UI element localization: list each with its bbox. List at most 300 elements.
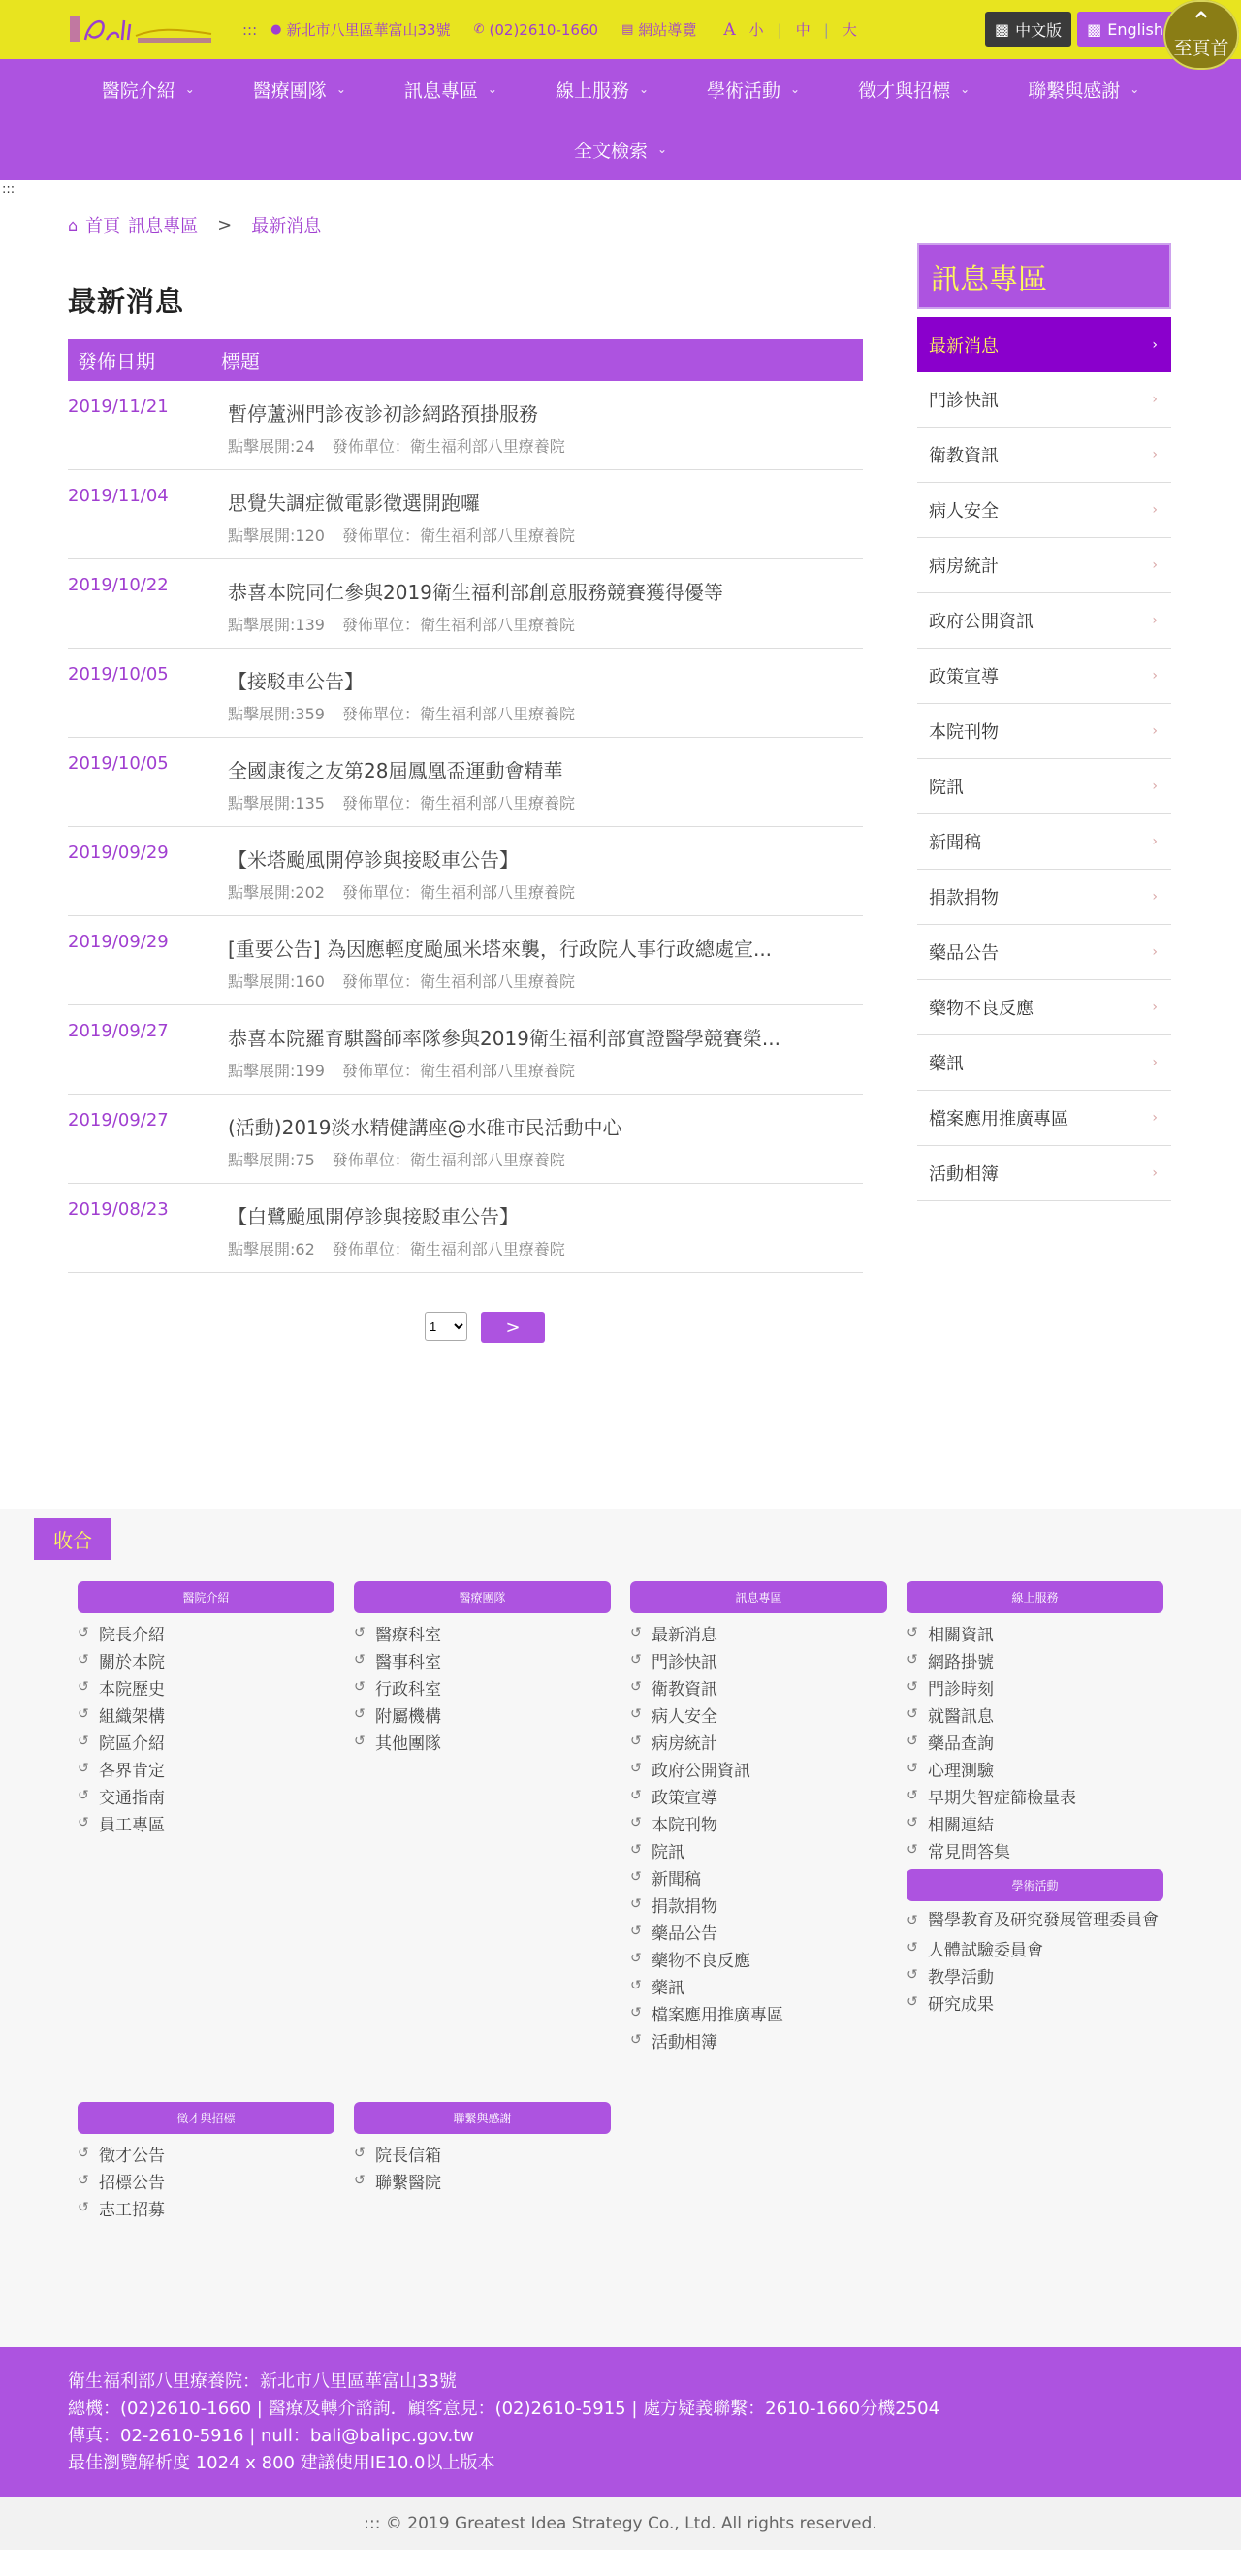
phone-link[interactable] bbox=[474, 21, 598, 39]
news-title-link[interactable]: 【米塔颱風開停診與接駁車公告】 bbox=[228, 848, 519, 872]
link-icon: ↺ bbox=[354, 1733, 366, 1749]
link-icon: ↺ bbox=[78, 1733, 89, 1749]
link-icon: ↺ bbox=[907, 1652, 918, 1668]
sitemap-link[interactable] bbox=[907, 1646, 1163, 1673]
column-header-date: 發佈日期 bbox=[78, 350, 155, 373]
sidebar-item-label: 本院刊物 bbox=[929, 722, 999, 743]
link-icon: ↺ bbox=[78, 1788, 89, 1803]
chevron-right-icon: › bbox=[1152, 336, 1158, 353]
news-meta bbox=[228, 970, 863, 992]
link-icon: ↺ bbox=[630, 1896, 642, 1912]
sitemap-link-label: 病房統計 bbox=[652, 1733, 717, 1754]
footer-phones: 總機：(02)2610-1660 | 醫療及轉介諮詢．顧客意見：(02)2610-5915 | 處方疑義聯繫：2610-1660分機2504 bbox=[68, 2399, 940, 2419]
sitemap-column bbox=[907, 1581, 1163, 2016]
sitemap-link[interactable] bbox=[354, 2167, 611, 2194]
unit-name: 衛生福利部八里療養院 bbox=[409, 1240, 565, 1258]
sitemap-link[interactable] bbox=[907, 1836, 1163, 1863]
news-title-link[interactable]: [重要公告] 為因應輕度颱風米塔來襲，行政院人事行政總處宣... bbox=[228, 938, 773, 961]
sitemap-heading[interactable]: 聯繫與感謝 bbox=[354, 2102, 611, 2134]
news-title-link[interactable]: (活動)2019淡水精健講座@水碓市民活動中心 bbox=[228, 1116, 622, 1139]
accesskey-marker[interactable]: ::: bbox=[242, 20, 258, 39]
unit-name: 衛生福利部八里療養院 bbox=[409, 437, 565, 456]
sitemap-link-label: 本院刊物 bbox=[652, 1815, 717, 1835]
unit-name: 衛生福利部八里療養院 bbox=[419, 616, 575, 634]
sitemap-link-label: 行政科室 bbox=[375, 1679, 441, 1700]
sitemap-link[interactable] bbox=[630, 2026, 887, 2053]
nav-label: 醫院介紹 bbox=[101, 80, 175, 102]
sitemap-link-label: 聯繫醫院 bbox=[375, 2173, 441, 2193]
sitemap-link[interactable] bbox=[630, 1728, 887, 1755]
sidebar-item-label: 捐款捐物 bbox=[929, 888, 999, 908]
table-row bbox=[68, 916, 863, 1005]
link-icon: ↺ bbox=[354, 2146, 366, 2161]
sitemap-link-label: 各界肯定 bbox=[99, 1761, 165, 1781]
sitemap-link[interactable] bbox=[630, 1863, 887, 1891]
sidebar-item-label: 藥物不良反應 bbox=[929, 999, 1034, 1019]
sitemap-link[interactable] bbox=[78, 1619, 334, 1646]
sitemap-link-label: 政府公開資訊 bbox=[652, 1761, 750, 1781]
sidebar-item[interactable] bbox=[917, 428, 1171, 483]
link-icon: ↺ bbox=[354, 1652, 366, 1668]
news-title-link[interactable]: 恭喜本院羅育騏醫師率隊參與2019衛生福利部實證醫學競賽榮... bbox=[228, 1027, 780, 1050]
sidebar-item[interactable] bbox=[917, 1035, 1171, 1091]
breadcrumb-section[interactable]: 訊息專區 bbox=[128, 216, 199, 237]
divider: | bbox=[777, 20, 782, 39]
link-icon: ↺ bbox=[78, 2146, 89, 2161]
sidebar-item[interactable] bbox=[917, 317, 1171, 372]
lang-english-button[interactable] bbox=[1077, 12, 1173, 47]
sitemap-link-label: 政策宣導 bbox=[652, 1788, 717, 1808]
views-label: 點擊展開: bbox=[228, 705, 296, 723]
sitemap-link[interactable] bbox=[630, 1891, 887, 1918]
pagination bbox=[107, 1312, 863, 1343]
news-date: 2019/10/05 bbox=[68, 664, 169, 684]
sitemap-link[interactable] bbox=[630, 1999, 887, 2026]
sitemap-link[interactable] bbox=[354, 1619, 611, 1646]
link-icon: ↺ bbox=[354, 2173, 366, 2188]
sidebar-item-label: 政府公開資訊 bbox=[929, 612, 1034, 632]
sitemap-link[interactable] bbox=[907, 1907, 1163, 1934]
news-meta bbox=[228, 434, 863, 457]
footer-sitemap bbox=[0, 1509, 1241, 2347]
news-date: 2019/09/27 bbox=[68, 1110, 169, 1130]
news-meta bbox=[228, 1059, 863, 1081]
nav-item-recruitment[interactable] bbox=[829, 77, 999, 103]
sitemap-link[interactable] bbox=[78, 1728, 334, 1755]
sidebar-item[interactable] bbox=[917, 649, 1171, 704]
collapse-sitemap-button[interactable]: 收合 bbox=[34, 1518, 111, 1560]
sitemap-link[interactable] bbox=[354, 2140, 611, 2167]
sitemap-column bbox=[78, 2102, 334, 2221]
chevron-right-icon: › bbox=[1152, 392, 1158, 407]
link-icon: ↺ bbox=[630, 1978, 642, 1993]
sidebar-item[interactable] bbox=[917, 980, 1171, 1035]
news-title-link[interactable]: 全國康復之友第28屆鳳凰盃運動會精華 bbox=[228, 759, 563, 782]
chevron-down-icon: ⌄ bbox=[960, 82, 971, 96]
chevron-right-icon: › bbox=[1152, 557, 1158, 573]
news-info bbox=[228, 1197, 863, 1272]
main-navigation bbox=[0, 59, 1241, 180]
sitemap-link[interactable] bbox=[907, 1701, 1163, 1728]
link-icon: ↺ bbox=[907, 1913, 918, 1928]
sitemap-link-label: 相關資訊 bbox=[928, 1625, 994, 1645]
views-count: 199 bbox=[295, 1062, 325, 1080]
link-icon: ↺ bbox=[630, 1951, 642, 1966]
link-icon: ↺ bbox=[907, 1706, 918, 1722]
breadcrumb bbox=[68, 210, 863, 239]
phone-text: (02)2610-1660 bbox=[489, 20, 599, 39]
views-count: 202 bbox=[295, 883, 325, 902]
address-link[interactable] bbox=[270, 19, 450, 40]
link-icon: ↺ bbox=[78, 1761, 89, 1776]
nav-item-hospital-intro[interactable] bbox=[73, 77, 224, 103]
sidebar-item[interactable] bbox=[917, 538, 1171, 593]
top-bar bbox=[0, 0, 1241, 59]
link-icon: ↺ bbox=[78, 1815, 89, 1830]
sidebar-item[interactable] bbox=[917, 870, 1171, 925]
sidebar-item-label: 藥品公告 bbox=[929, 943, 999, 964]
table-row bbox=[68, 738, 863, 827]
sitemap-link[interactable] bbox=[630, 1918, 887, 1945]
news-date: 2019/09/29 bbox=[68, 932, 169, 952]
sidebar-menu bbox=[917, 317, 1171, 1201]
link-icon: ↺ bbox=[630, 1652, 642, 1668]
unit-label: 發佈單位： bbox=[332, 437, 410, 456]
views-label: 點擊展開: bbox=[228, 1062, 296, 1080]
sitemap-link[interactable] bbox=[630, 1619, 887, 1646]
unit-name: 衛生福利部八里療養院 bbox=[419, 972, 575, 991]
link-icon: ↺ bbox=[907, 1842, 918, 1858]
sidebar-item[interactable] bbox=[917, 483, 1171, 538]
sitemap-link-label: 心理測驗 bbox=[928, 1761, 994, 1781]
sitemap-column bbox=[354, 1581, 611, 1755]
sitemap-link[interactable] bbox=[907, 1673, 1163, 1701]
content-accesskey-marker[interactable]: ::: bbox=[2, 182, 16, 197]
sitemap-link[interactable] bbox=[78, 2194, 334, 2221]
sitemap-link-label: 招標公告 bbox=[99, 2173, 165, 2193]
sitemap-link[interactable] bbox=[621, 19, 696, 40]
sidebar-item[interactable] bbox=[917, 593, 1171, 649]
sitemap-link[interactable] bbox=[907, 1619, 1163, 1646]
link-icon: ↺ bbox=[630, 1733, 642, 1749]
sitemap-link[interactable] bbox=[907, 1728, 1163, 1755]
sitemap-link[interactable] bbox=[907, 1755, 1163, 1782]
sidebar-item[interactable] bbox=[917, 704, 1171, 759]
link-icon: ↺ bbox=[630, 2032, 642, 2048]
unit-name: 衛生福利部八里療養院 bbox=[419, 1062, 575, 1080]
chevron-right-icon: › bbox=[1152, 613, 1158, 628]
chevron-up-icon: ⌃ bbox=[1190, 5, 1213, 38]
sidebar-item[interactable] bbox=[917, 759, 1171, 814]
breadcrumb-separator: > bbox=[217, 214, 233, 236]
sitemap-heading[interactable]: 醫院介紹 bbox=[78, 1581, 334, 1613]
views-count: 75 bbox=[295, 1151, 315, 1169]
views-label: 點擊展開: bbox=[228, 972, 296, 991]
next-page-button[interactable]: > bbox=[481, 1312, 545, 1343]
sitemap-link-label: 藥品公告 bbox=[652, 1924, 717, 1944]
sidebar-item-label: 院訊 bbox=[929, 778, 964, 798]
sitemap-grid bbox=[0, 1560, 1241, 2270]
link-icon: ↺ bbox=[78, 1625, 89, 1640]
sidebar-title: 訊息專區 bbox=[917, 243, 1171, 309]
sitemap-link[interactable] bbox=[78, 1809, 334, 1836]
link-icon: ↺ bbox=[630, 1788, 642, 1803]
news-meta bbox=[228, 880, 863, 903]
table-row bbox=[68, 1095, 863, 1184]
sidebar-item[interactable] bbox=[917, 1091, 1171, 1146]
news-meta bbox=[228, 1148, 863, 1170]
chevron-right-icon: › bbox=[1152, 668, 1158, 684]
unit-name: 衛生福利部八里療養院 bbox=[419, 705, 575, 723]
sitemap-link-label: 交通指南 bbox=[99, 1788, 165, 1808]
table-header bbox=[68, 339, 863, 381]
link-icon: ↺ bbox=[630, 1842, 642, 1858]
sitemap-link-label: 關於本院 bbox=[99, 1652, 165, 1672]
sitemap-link[interactable] bbox=[78, 2140, 334, 2167]
nav-item-contact[interactable] bbox=[999, 77, 1168, 103]
views-count: 135 bbox=[295, 794, 325, 812]
sitemap-column bbox=[630, 1581, 887, 2053]
sitemap-link-label: 門診快訊 bbox=[652, 1652, 717, 1672]
link-icon: ↺ bbox=[630, 1761, 642, 1776]
sitemap-link-label: 其他團隊 bbox=[375, 1733, 441, 1754]
sitemap-link[interactable] bbox=[78, 1755, 334, 1782]
unit-label: 發佈單位： bbox=[332, 1151, 410, 1169]
document-icon: ▩ bbox=[994, 19, 1010, 39]
sitemap-link[interactable] bbox=[78, 1646, 334, 1673]
sitemap-link[interactable] bbox=[78, 2167, 334, 2194]
news-date: 2019/11/04 bbox=[68, 486, 169, 506]
sitemap-link[interactable] bbox=[630, 1782, 887, 1809]
sitemap-link[interactable] bbox=[354, 1646, 611, 1673]
sitemap-link-label: 院長介紹 bbox=[99, 1625, 165, 1645]
chevron-right-icon: › bbox=[1152, 1165, 1158, 1181]
sitemap-link[interactable] bbox=[630, 1646, 887, 1673]
views-count: 62 bbox=[295, 1240, 315, 1258]
sidebar-item-label: 檔案應用推廣專區 bbox=[929, 1109, 1068, 1129]
views-label: 點擊展開: bbox=[228, 526, 296, 545]
sitemap-link[interactable] bbox=[630, 1836, 887, 1863]
sidebar-item-label: 最新消息 bbox=[929, 335, 999, 357]
link-icon: ↺ bbox=[907, 1967, 918, 1983]
views-count: 160 bbox=[295, 972, 325, 991]
lang-chinese-label: 中文版 bbox=[1015, 20, 1063, 40]
table-row bbox=[68, 1184, 863, 1273]
sidebar-item-label: 衛教資訊 bbox=[929, 446, 999, 466]
sitemap-heading[interactable]: 徵才與招標 bbox=[78, 2102, 334, 2134]
footer-browser-note: 最佳瀏覽解析度 1024 x 800 建議使用IE10.0以上版本 bbox=[68, 2453, 495, 2473]
news-date: 2019/09/29 bbox=[68, 843, 169, 863]
sitemap-link[interactable] bbox=[907, 1809, 1163, 1836]
unit-name: 衛生福利部八里療養院 bbox=[419, 883, 575, 902]
sitemap-link-label: 相關連結 bbox=[928, 1815, 994, 1835]
sitemap-text: 網站導覽 bbox=[638, 21, 697, 39]
sidebar-item[interactable] bbox=[917, 814, 1171, 870]
sitemap-link-label: 醫療科室 bbox=[375, 1625, 441, 1645]
unit-label: 發佈單位： bbox=[341, 526, 420, 545]
page-select[interactable] bbox=[425, 1312, 467, 1341]
nav-label: 全文檢索 bbox=[573, 140, 648, 162]
sitemap-link[interactable] bbox=[907, 1782, 1163, 1809]
sitemap-link-label: 新聞稿 bbox=[652, 1869, 701, 1890]
sitemap-link-label: 藥訊 bbox=[652, 1978, 684, 1998]
news-info bbox=[228, 573, 863, 648]
news-title-link[interactable]: 恭喜本院同仁參與2019衛生福利部創意服務競賽獲得優等 bbox=[228, 581, 723, 604]
news-info bbox=[228, 484, 863, 558]
divider: | bbox=[823, 20, 829, 39]
news-meta bbox=[228, 524, 863, 546]
unit-label: 發佈單位： bbox=[341, 705, 420, 723]
views-label: 點擊展開: bbox=[228, 437, 296, 456]
sitemap-link-label: 捐款捐物 bbox=[652, 1896, 717, 1917]
nav-item-news[interactable] bbox=[375, 77, 526, 103]
unit-label: 發佈單位： bbox=[341, 972, 420, 991]
font-small-button[interactable]: 小 bbox=[748, 21, 764, 39]
news-list bbox=[68, 381, 863, 1273]
news-info bbox=[228, 1108, 863, 1183]
map-pin-icon: ● bbox=[270, 22, 282, 37]
sitemap-link[interactable] bbox=[630, 1972, 887, 1999]
nav-item-full-text-search[interactable] bbox=[545, 137, 696, 163]
link-icon: ↺ bbox=[630, 1679, 642, 1695]
sitemap-link-label: 本院歷史 bbox=[99, 1679, 165, 1700]
lang-chinese-button[interactable] bbox=[985, 12, 1071, 47]
sitemap-link-label: 醫學教育及研究發展管理委員會 bbox=[928, 1911, 1159, 1930]
chevron-right-icon: › bbox=[1152, 723, 1158, 739]
breadcrumb-home[interactable]: 首頁 bbox=[85, 216, 121, 237]
table-row bbox=[68, 1005, 863, 1095]
news-date: 2019/10/05 bbox=[68, 753, 169, 774]
chevron-down-icon: ⌄ bbox=[638, 82, 650, 96]
views-count: 359 bbox=[295, 705, 325, 723]
sitemap-link[interactable] bbox=[907, 1988, 1163, 2016]
sitemap-link[interactable] bbox=[354, 1701, 611, 1728]
sidebar-item[interactable] bbox=[917, 372, 1171, 428]
sitemap-link[interactable] bbox=[630, 1701, 887, 1728]
news-info bbox=[228, 1019, 863, 1094]
sitemap-link[interactable] bbox=[78, 1782, 334, 1809]
sidebar-item[interactable] bbox=[917, 925, 1171, 980]
unit-label: 發佈單位： bbox=[341, 794, 420, 812]
sitemap-link[interactable] bbox=[630, 1755, 887, 1782]
views-label: 點擊展開: bbox=[228, 616, 296, 634]
sidebar-item-label: 病房統計 bbox=[929, 557, 999, 577]
font-size-controls bbox=[723, 19, 856, 40]
sitemap-link[interactable] bbox=[630, 1809, 887, 1836]
sitemap-link-label: 就醫訊息 bbox=[928, 1706, 994, 1727]
views-label: 點擊展開: bbox=[228, 883, 296, 902]
main-column bbox=[68, 205, 863, 1343]
chevron-right-icon: › bbox=[1152, 1110, 1158, 1126]
unit-name: 衛生福利部八里療養院 bbox=[419, 526, 575, 545]
table-row bbox=[68, 470, 863, 559]
sitemap-link-label: 常見問答集 bbox=[928, 1842, 1010, 1862]
nav-label: 學術活動 bbox=[707, 80, 781, 102]
news-info bbox=[228, 395, 863, 469]
sitemap-link[interactable] bbox=[630, 1673, 887, 1701]
sitemap-link[interactable] bbox=[907, 1961, 1163, 1988]
chevron-down-icon: ⌄ bbox=[335, 82, 346, 96]
sitemap-link[interactable] bbox=[354, 1673, 611, 1701]
news-date: 2019/11/21 bbox=[68, 397, 169, 417]
sitemap-icon: ▤ bbox=[621, 22, 634, 37]
sitemap-link[interactable] bbox=[78, 1673, 334, 1701]
sitemap-heading[interactable]: 訊息專區 bbox=[630, 1581, 887, 1613]
link-icon: ↺ bbox=[78, 2173, 89, 2188]
link-icon: ↺ bbox=[907, 1733, 918, 1749]
font-medium-button[interactable]: 中 bbox=[795, 21, 811, 39]
table-row bbox=[68, 559, 863, 649]
nav-item-academic[interactable] bbox=[678, 77, 829, 103]
back-to-top-button[interactable] bbox=[1163, 0, 1239, 70]
link-icon: ↺ bbox=[630, 1625, 642, 1640]
chevron-right-icon: › bbox=[1152, 779, 1158, 794]
nav-label: 徵才與招標 bbox=[858, 80, 951, 102]
news-title-link[interactable]: 【白鷺颱風開停診與接駁車公告】 bbox=[228, 1205, 519, 1228]
sitemap-column bbox=[354, 2102, 611, 2194]
table-row bbox=[68, 649, 863, 738]
sitemap-link-label: 組織架構 bbox=[99, 1706, 165, 1727]
sitemap-heading[interactable]: 線上服務 bbox=[907, 1581, 1163, 1613]
chevron-right-icon: › bbox=[1152, 502, 1158, 518]
link-icon: ↺ bbox=[630, 1924, 642, 1939]
news-title-link[interactable]: 【接駁車公告】 bbox=[228, 670, 364, 693]
news-date: 2019/09/27 bbox=[68, 1021, 169, 1041]
address-text: 新北市八里區華富山33號 bbox=[286, 21, 451, 39]
chevron-right-icon: › bbox=[1152, 447, 1158, 462]
font-size-icon: A bbox=[723, 19, 736, 40]
sitemap-link-label: 早期失智症篩檢量表 bbox=[928, 1788, 1076, 1808]
sidebar-item-label: 政策宣導 bbox=[929, 667, 999, 687]
news-info bbox=[228, 662, 863, 737]
nav-item-medical-team[interactable] bbox=[224, 77, 375, 103]
sitemap-link[interactable] bbox=[630, 1945, 887, 1972]
news-title-link[interactable]: 暫停蘆洲門診夜診初診網路預掛服務 bbox=[228, 402, 538, 426]
unit-label: 發佈單位： bbox=[341, 883, 420, 902]
link-icon: ↺ bbox=[907, 1815, 918, 1830]
font-large-button[interactable]: 大 bbox=[842, 21, 857, 39]
main-nav-row bbox=[0, 119, 1241, 179]
sitemap-link[interactable] bbox=[907, 1934, 1163, 1961]
back-to-top-label: 至頁首 bbox=[1173, 37, 1229, 59]
hospital-logo[interactable] bbox=[68, 11, 213, 49]
sidebar-item-label: 門診快訊 bbox=[929, 391, 999, 411]
sitemap-link-label: 門診時刻 bbox=[928, 1679, 994, 1700]
unit-name: 衛生福利部八里療養院 bbox=[419, 794, 575, 812]
sitemap-link[interactable] bbox=[354, 1728, 611, 1755]
link-icon: ↺ bbox=[907, 1940, 918, 1956]
nav-item-online-services[interactable] bbox=[526, 77, 678, 103]
news-title-link[interactable]: 思覺失調症微電影徵選開跑囉 bbox=[228, 492, 480, 515]
news-meta bbox=[228, 791, 863, 813]
sitemap-link-label: 附屬機構 bbox=[375, 1706, 441, 1727]
sitemap-link-label: 醫事科室 bbox=[375, 1652, 441, 1672]
link-icon: ↺ bbox=[78, 1679, 89, 1695]
news-date: 2019/10/22 bbox=[68, 575, 169, 595]
footer-address: 衛生福利部八里療養院：新北市八里區華富山33號 bbox=[68, 2371, 457, 2392]
nav-label: 聯繫與感謝 bbox=[1028, 80, 1121, 102]
unit-label: 發佈單位： bbox=[341, 1062, 420, 1080]
sitemap-link[interactable] bbox=[78, 1701, 334, 1728]
main-nav-row bbox=[0, 59, 1241, 119]
sitemap-heading[interactable]: 醫療團隊 bbox=[354, 1581, 611, 1613]
news-meta bbox=[228, 613, 863, 635]
sidebar-item[interactable] bbox=[917, 1146, 1171, 1201]
views-label: 點擊展開: bbox=[228, 794, 296, 812]
nav-label: 訊息專區 bbox=[403, 80, 478, 102]
breadcrumb-current[interactable]: 最新消息 bbox=[251, 216, 322, 237]
sitemap-heading[interactable]: 學術活動 bbox=[907, 1869, 1163, 1901]
